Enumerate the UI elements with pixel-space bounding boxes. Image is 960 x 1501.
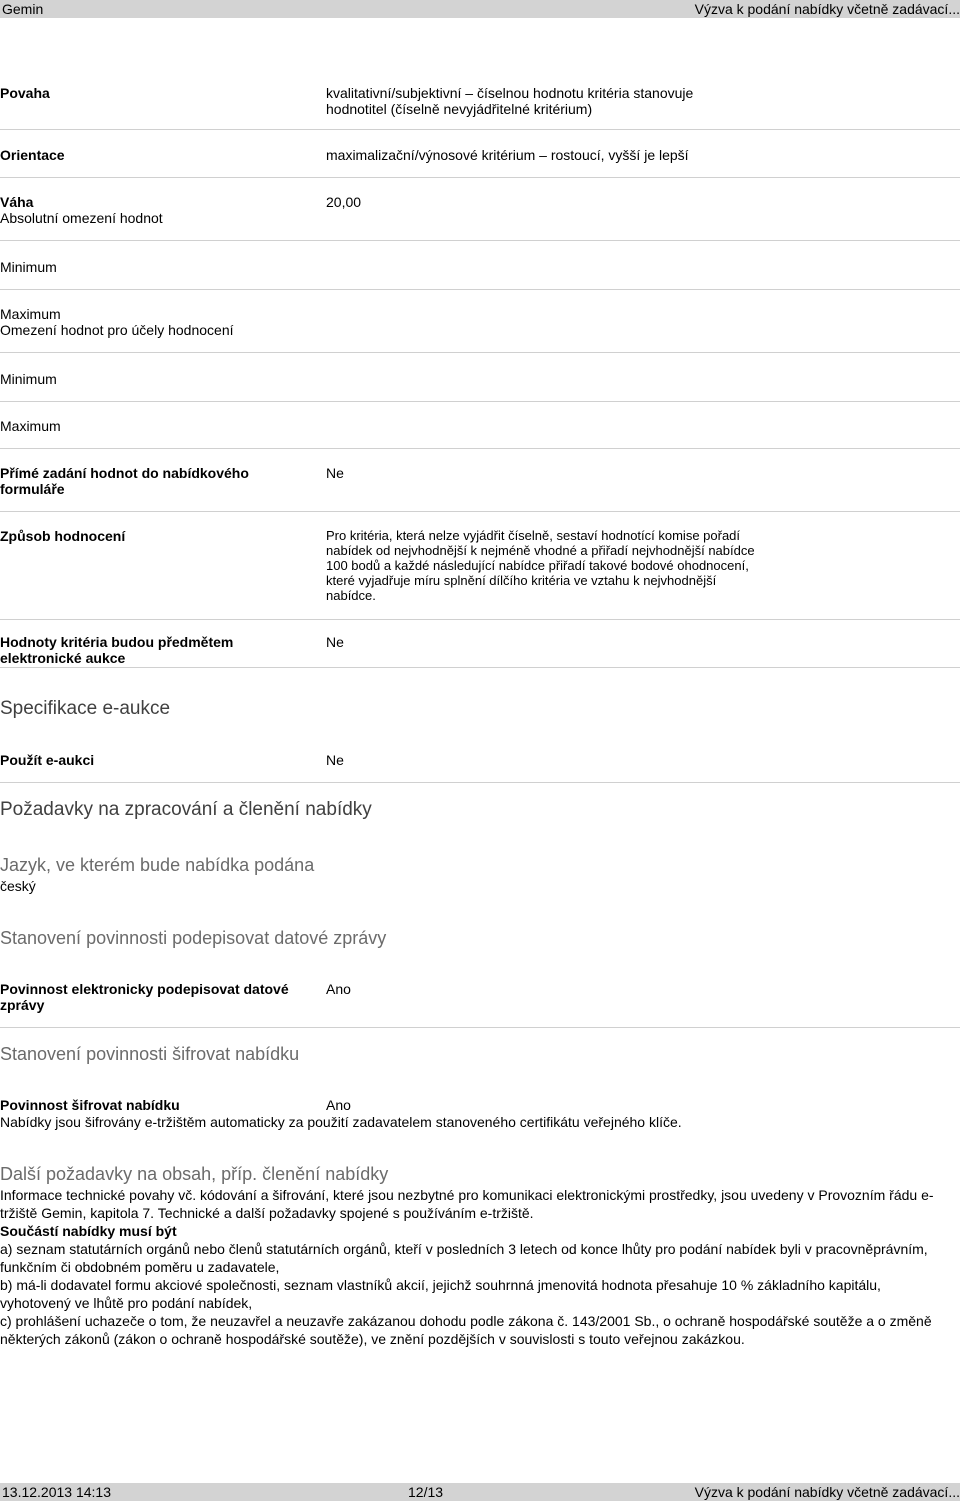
row-divider — [0, 782, 960, 783]
orientace-value: maximalizační/výnosové kritérium – rostoucí, vyšší je lepší — [326, 147, 689, 163]
header-site-name: Gemin — [2, 1, 44, 17]
row-divider — [0, 129, 960, 130]
prime-zadani-label: Přímé zadání hodnot do nabídkového formuláře — [0, 465, 249, 497]
page-footer — [0, 1483, 960, 1501]
soucasti-heading: Součástí nabídky musí být — [0, 1223, 177, 1239]
aukce-value: Ne — [326, 634, 344, 650]
row-divider — [0, 352, 960, 353]
jazyk-value: český — [0, 878, 36, 894]
footer-page-number: 12/13 — [408, 1484, 444, 1500]
podepisovat-label: Povinnost elektronicky podepisovat datové zprávy — [0, 981, 289, 1013]
vaha-value: 20,00 — [326, 194, 362, 210]
orientace-label: Orientace — [0, 147, 65, 163]
dalsi-pozadavky-heading: Další požadavky na obsah, příp. členění nabídky — [0, 1164, 389, 1184]
eaukce-heading: Specifikace e-aukce — [0, 698, 171, 719]
zpusob-hodnoceni-label: Způsob hodnocení — [0, 528, 126, 544]
zpusob-hodnoceni-value: Pro kritéria, která nelze vyjádřit číselně, sestaví hodnotící komise pořadí nabídek od nejvhodnější k nejméně vhodné a přiřadí nejvhodnější nabídce 100 bodů a každé následující nabídce přiřadí takové bodové ohodnocení, které vyjadřuje míru splnění dílčího kritéria ve vztahu k nejvhodnější nabídce. — [326, 528, 755, 603]
podepisovat-value: Ano — [326, 981, 351, 997]
povaha-value: kvalitativní/subjektivní – číselnou hodnotu kritéria stanovuje hodnotitel (číselně nevyjádřitelné kritérium) — [326, 85, 694, 117]
row-divider — [0, 1027, 960, 1028]
list-item-b: b) má-li dodavatel formu akciové společnosti, seznam vlastníků akcií, jejichž souhrnná jmenovitá hodnota přesahuje 10 % základního kapitálu, vyhotovený ve lhůtě pro podání nabídek, — [0, 1277, 881, 1311]
minimum-label-2: Minimum — [0, 371, 57, 387]
page-header — [0, 0, 960, 18]
row-divider — [0, 667, 960, 668]
minimum-label: Minimum — [0, 259, 57, 275]
row-divider — [0, 289, 960, 290]
row-divider — [0, 619, 960, 620]
vaha-label: Váha — [0, 194, 34, 210]
header-document-title: Výzva k podání nabídky včetně zadávací... — [694, 1, 960, 17]
row-divider — [0, 448, 960, 449]
sifrovat-label: Povinnost šifrovat nabídku — [0, 1097, 180, 1113]
row-divider — [0, 401, 960, 402]
jazyk-heading: Jazyk, ve kterém bude nabídka podána — [0, 855, 315, 875]
row-divider — [0, 240, 960, 241]
maximum-label-2: Maximum — [0, 418, 61, 434]
footer-document-title: Výzva k podání nabídky včetně zadávací... — [694, 1484, 960, 1500]
sifrovat-heading: Stanovení povinnosti šifrovat nabídku — [0, 1044, 300, 1064]
list-item-c: c) prohlášení uchazeče o tom, že neuzavřel a neuzavře zakázanou dohodu podle zákona č. 143/2001 Sb., o ochraně hospodářské soutěže a o změně některých zákonů (zákon o ochraně hospodářské soutěže), ve znění pozdějších v souvislosti s touto veřejnou zakázkou. — [0, 1313, 932, 1347]
aukce-label: Hodnoty kritéria budou předmětem elektronické aukce — [0, 634, 234, 666]
list-item-a: a) seznam statutárních orgánů nebo členů statutárních orgánů, kteří v posledních 3 letech od konce lhůty pro podání nabídek byli v pracovněprávním, funkčním či obdobném poměru u zadavatele, — [0, 1241, 928, 1275]
row-divider — [0, 511, 960, 512]
omezeni-hodnoceni-heading: Omezení hodnot pro účely hodnocení — [0, 322, 234, 338]
podepisovat-heading: Stanovení povinnosti podepisovat datové zprávy — [0, 928, 387, 948]
pouzit-eaukci-label: Použít e-aukci — [0, 752, 95, 768]
row-divider — [0, 177, 960, 178]
sifrovat-value: Ano — [326, 1097, 351, 1113]
absolutni-omezeni-heading: Absolutní omezení hodnot — [0, 210, 163, 226]
dalsi-pozadavky-paragraph: Informace technické povahy vč. kódování a šifrování, které jsou nezbytné pro komunikaci elektronickými prostředky, jsou uvedeny v Provozním řádu e-tržiště Gemin, kapitola 7. Technické a další požadavky spojené s používáním e-tržiště. — [0, 1187, 934, 1221]
pozadavky-heading: Požadavky na zpracování a členění nabídky — [0, 799, 372, 820]
footer-timestamp: 13.12.2013 14:13 — [2, 1484, 111, 1500]
povaha-label: Povaha — [0, 85, 50, 101]
prime-zadani-value: Ne — [326, 465, 344, 481]
sifrovat-note: Nabídky jsou šifrovány e-tržištěm automaticky za použití zadavatelem stanoveného certifikátu veřejného klíče. — [0, 1114, 682, 1130]
pouzit-eaukci-value: Ne — [326, 752, 344, 768]
maximum-label: Maximum — [0, 306, 61, 322]
